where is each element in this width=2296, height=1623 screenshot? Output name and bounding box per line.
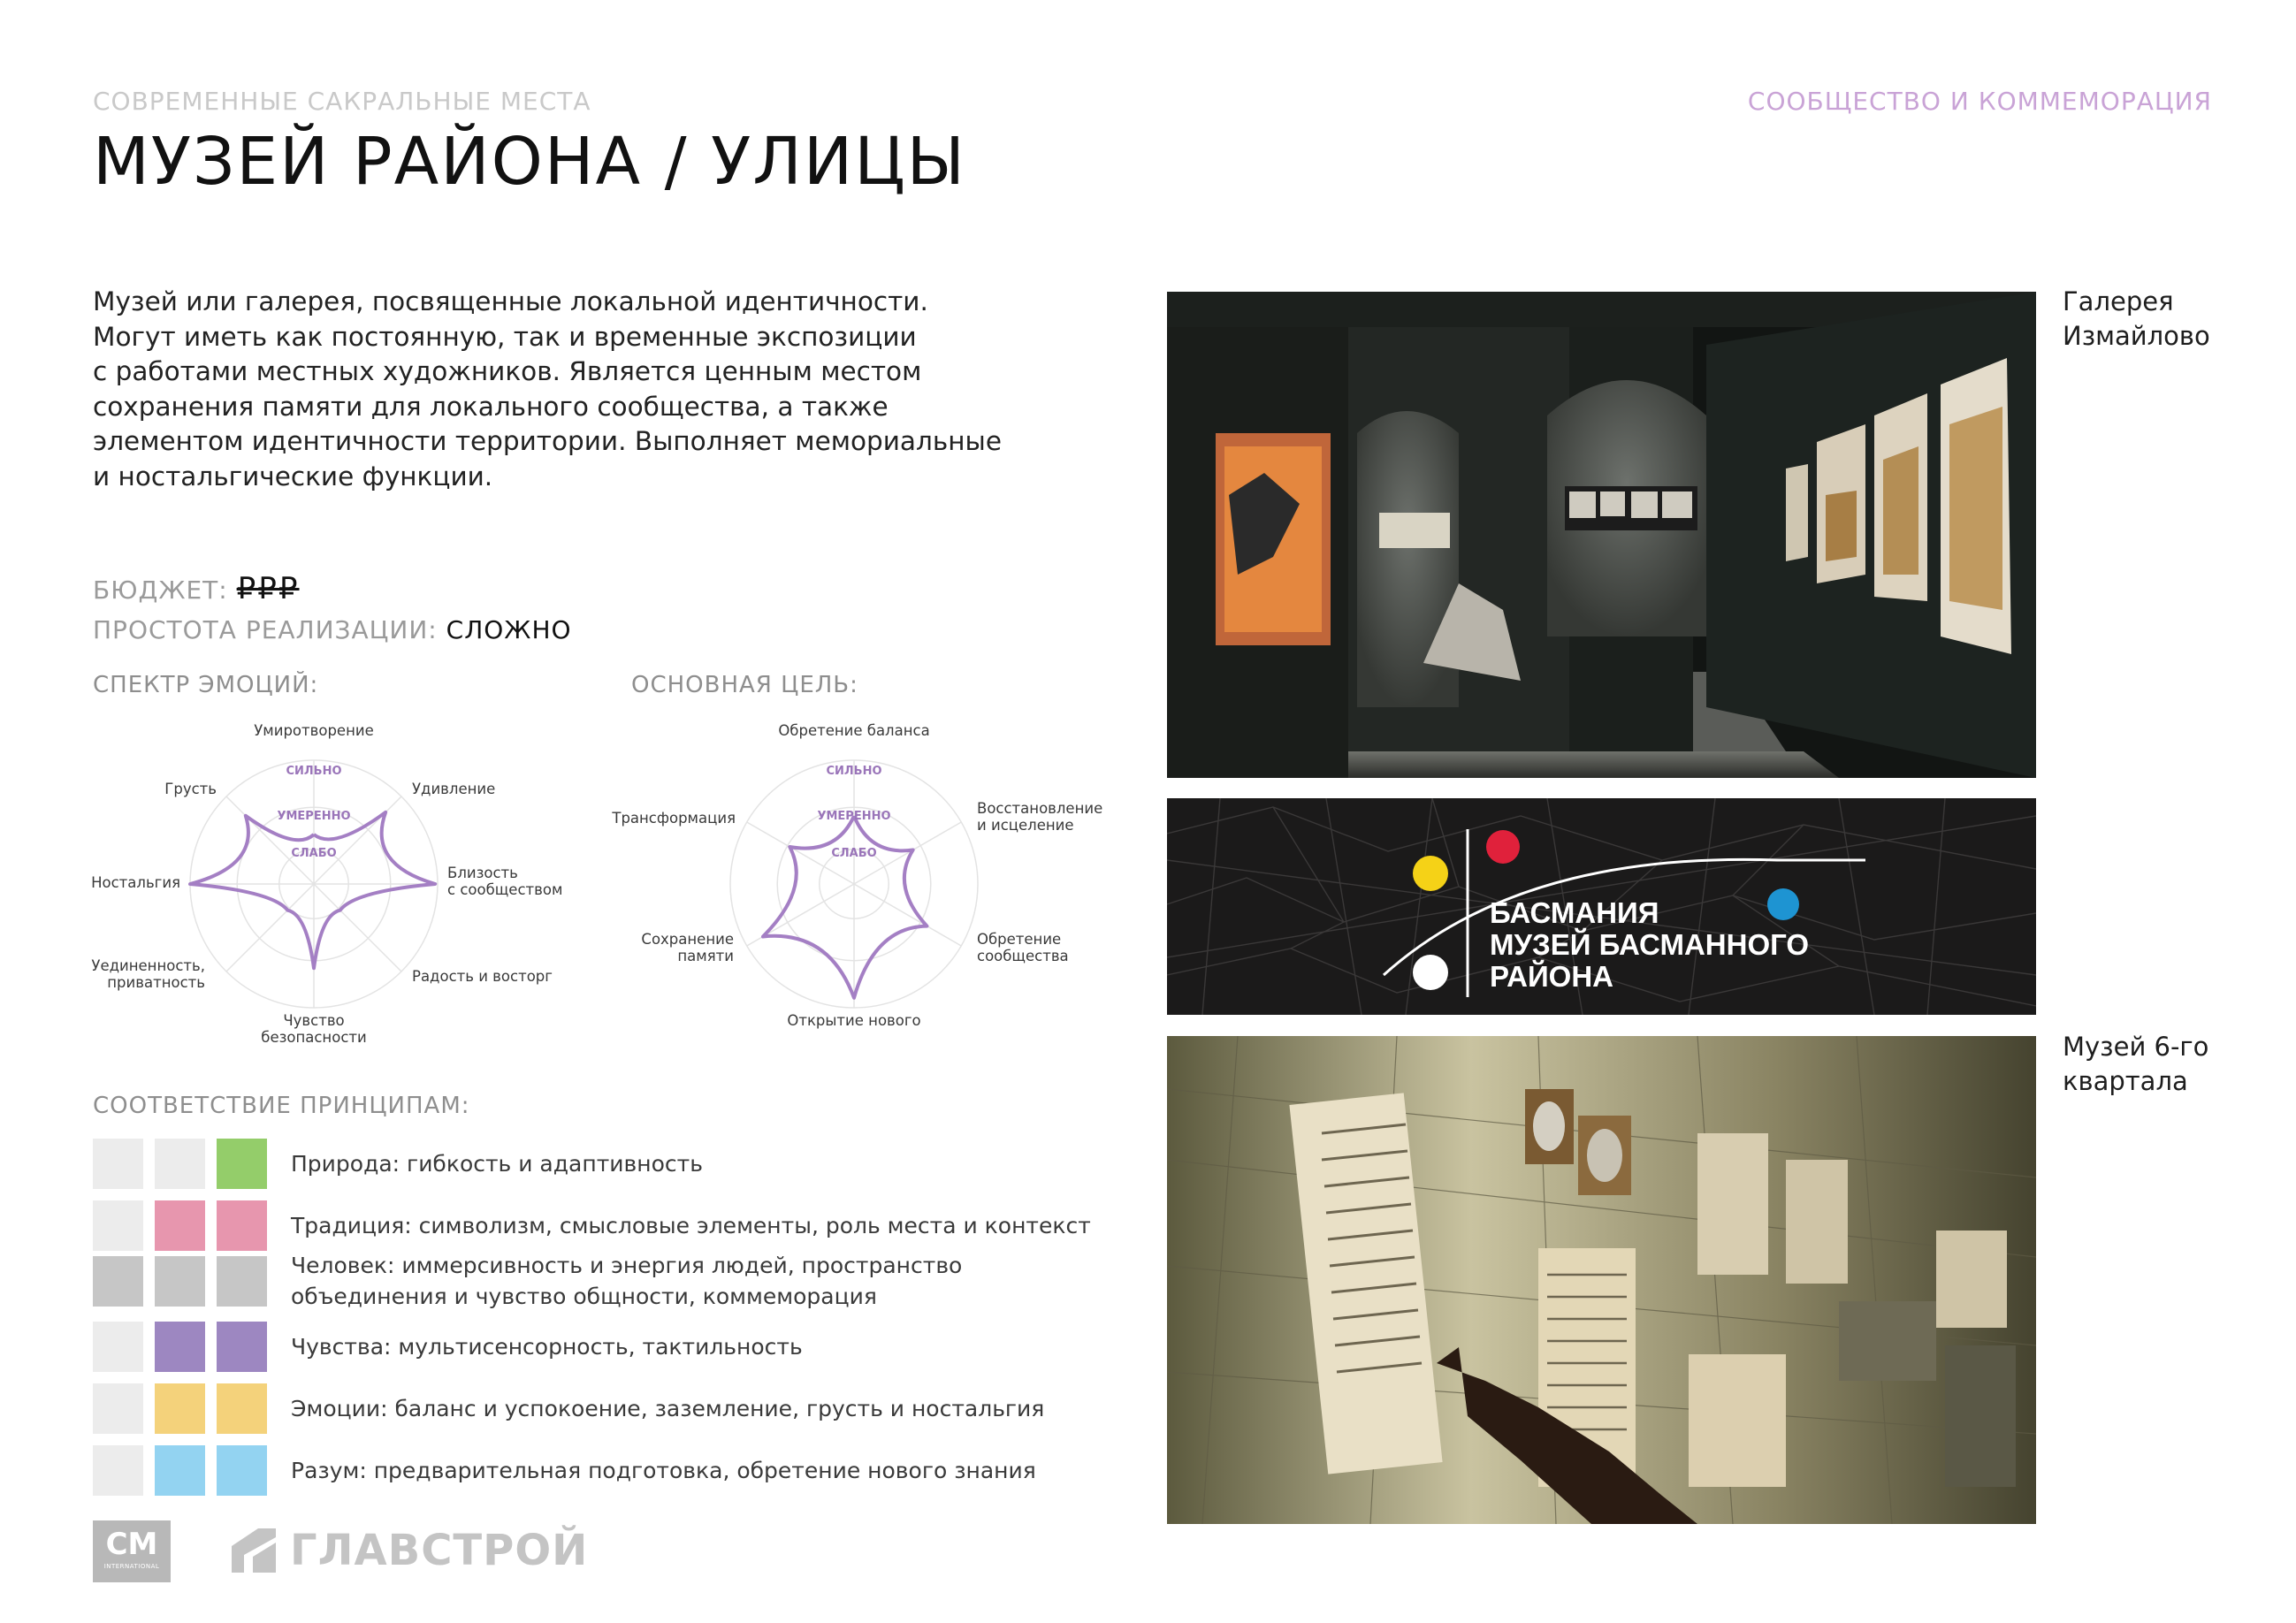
principle-label-line: Разум: предварительная подготовка, обретение нового знания [291,1457,1036,1483]
radar-level-label: СИЛЬНО [826,765,882,778]
radar-axis-label: Удивление [412,781,496,797]
radar-axis-label: Чувство [283,1012,345,1029]
radar-axis-label: Восстановление [977,800,1103,817]
intro-line: Могут иметь как постоянную, так и временные экспозиции [93,321,917,352]
radar-axis-label: приватность [107,974,205,991]
principle-label [291,1210,1091,1241]
caption-line: Музей 6-го [2063,1032,2209,1062]
basmania-title [1490,897,1809,993]
principle-score-square [93,1322,143,1372]
principles-heading: СООТВЕТСТВИЕ ПРИНЦИПАМ: [93,1093,470,1119]
museum-6-block-photo [1167,1036,2036,1524]
page-title: МУЗЕЙ РАЙОНА / УЛИЦЫ [93,124,966,200]
principle-row [93,1255,962,1307]
cm-logo-subtext: INTERNATIONAL [103,1563,160,1570]
intro-line: Музей или галерея, посвященные локальной идентичности. [93,286,928,316]
budget-value: ₽₽₽ [236,571,300,606]
basmania-line: РАЙОНА [1490,960,1613,993]
radar-axis-label: Обретение [977,931,1062,948]
radar-level-label: СЛАБО [291,846,337,860]
section-kicker: СОВРЕМЕННЫЕ САКРАЛЬНЫЕ МЕСТА [93,87,591,116]
principle-score-square [217,1445,267,1496]
cm-logo-text: CM [105,1527,158,1562]
radar-axis-label: Умиротворение [254,722,374,739]
radar-axis-label: с сообществом [447,881,563,898]
radar-level-label: УМЕРЕННО [277,810,351,824]
yellow-dot-icon [1413,856,1448,891]
white-dot-icon [1413,955,1448,990]
intro-line: элементом идентичности территории. Выполняет мемориальные [93,426,1002,456]
glavstroy-logo [232,1526,588,1575]
principle-label-line: Традиция: символизм, смысловые элементы, роль места и контекст [291,1212,1091,1238]
museum-wall-image [1167,1036,2036,1524]
principle-label-line: Чувства: мультисенсорность, тактильность [291,1333,803,1360]
emotions-heading: СПЕКТР ЭМОЦИЙ: [93,672,319,698]
radar-axis-label: Уединенность, [91,957,205,974]
principle-row [93,1321,803,1372]
principle-score-square [217,1139,267,1189]
radar-charts [0,0,1149,1087]
radar-value-line [763,816,927,998]
radar-level-label: СЛАБО [831,846,877,860]
principle-score-square [93,1200,143,1251]
radar-axis-label: Грусть [164,781,217,797]
simplicity-label: ПРОСТОТА РЕАЛИЗАЦИИ: [93,615,438,644]
glavstroy-logo-text: ГЛАВСТРОЙ [290,1526,589,1575]
gallery-caption [2063,285,2210,354]
gallery-interior-image [1167,292,2036,778]
principle-score-square [93,1383,143,1434]
goal-heading: ОСНОВНАЯ ЦЕЛЬ: [631,672,858,698]
principle-label [291,1393,1044,1424]
principle-score-square [155,1200,205,1251]
caption-line: квартала [2063,1066,2188,1096]
principle-label [291,1250,962,1312]
radar-axis-label: памяти [677,948,734,964]
principle-label [291,1148,703,1179]
radar-axis-label: Обретение баланса [778,722,930,739]
principle-score-square [93,1256,143,1307]
principle-row [93,1383,1044,1434]
principle-score-square [155,1139,205,1189]
principle-score-square [155,1256,205,1307]
principle-score-square [93,1445,143,1496]
radar-axis-label: сообщества [977,948,1069,964]
intro-line: сохранения памяти для локального сообщества, а также [93,391,889,422]
goal-radar [611,722,1102,1029]
principle-score-square [217,1383,267,1434]
basmania-line: МУЗЕЙ БАСМАННОГО [1490,928,1810,961]
gallery-izmailovo-photo [1167,292,2036,778]
principle-score-square [155,1383,205,1434]
principle-label-line: объединения и чувство общности, коммеморация [291,1284,877,1309]
emotions-radar [91,722,562,1046]
intro-line: с работами местных художников. Является ценным местом [93,356,922,386]
radar-level-label: СИЛЬНО [286,765,342,778]
radar-level-label: УМЕРЕННО [817,810,891,824]
caption-line: Галерея [2063,286,2174,316]
radar-axis-label: Близость [447,865,518,881]
radar-axis-label: Ностальгия [91,874,180,891]
principle-label-line: Природа: гибкость и адаптивность [291,1150,703,1177]
principle-row [93,1444,1036,1496]
glavstroy-mark-icon [232,1528,276,1573]
principle-score-square [93,1139,143,1189]
simplicity-value: СЛОЖНО [446,615,572,644]
basmania-banner [1167,798,2036,1015]
principle-label [291,1455,1036,1486]
principle-row [93,1200,1091,1251]
radar-axis-label: Трансформация [612,810,736,827]
radar-axis-label: Открытие нового [787,1012,921,1029]
principle-label-line: Эмоции: баланс и успокоение, заземление, грусть и ностальгия [291,1395,1045,1421]
principle-label [291,1331,803,1362]
principle-row [93,1138,703,1189]
principle-score-square [217,1322,267,1372]
radar-axis-label: Сохранение [641,931,734,948]
intro-line: и ностальгические функции. [93,461,493,491]
basmania-line: БАСМАНИЯ [1490,896,1659,929]
principle-score-square [217,1256,267,1307]
museum-caption [2063,1030,2208,1099]
category-kicker: СООБЩЕСТВО И КОММЕМОРАЦИЯ [1747,87,2212,116]
radar-axis-label: Радость и восторг [412,968,553,985]
principle-score-square [217,1200,267,1251]
radar-axis-label: и исцеление [977,817,1074,834]
principle-score-square [155,1322,205,1372]
radar-value-line [190,812,435,968]
caption-line: Измайлово [2063,321,2210,351]
radar-axis-label: безопасности [261,1029,367,1046]
cm-international-logo [93,1520,171,1582]
red-dot-icon [1486,830,1520,864]
principle-score-square [155,1445,205,1496]
budget-label: БЮДЖЕТ: [93,575,228,605]
principle-label-line: Человек: иммерсивность и энергия людей, пространство [291,1253,963,1278]
